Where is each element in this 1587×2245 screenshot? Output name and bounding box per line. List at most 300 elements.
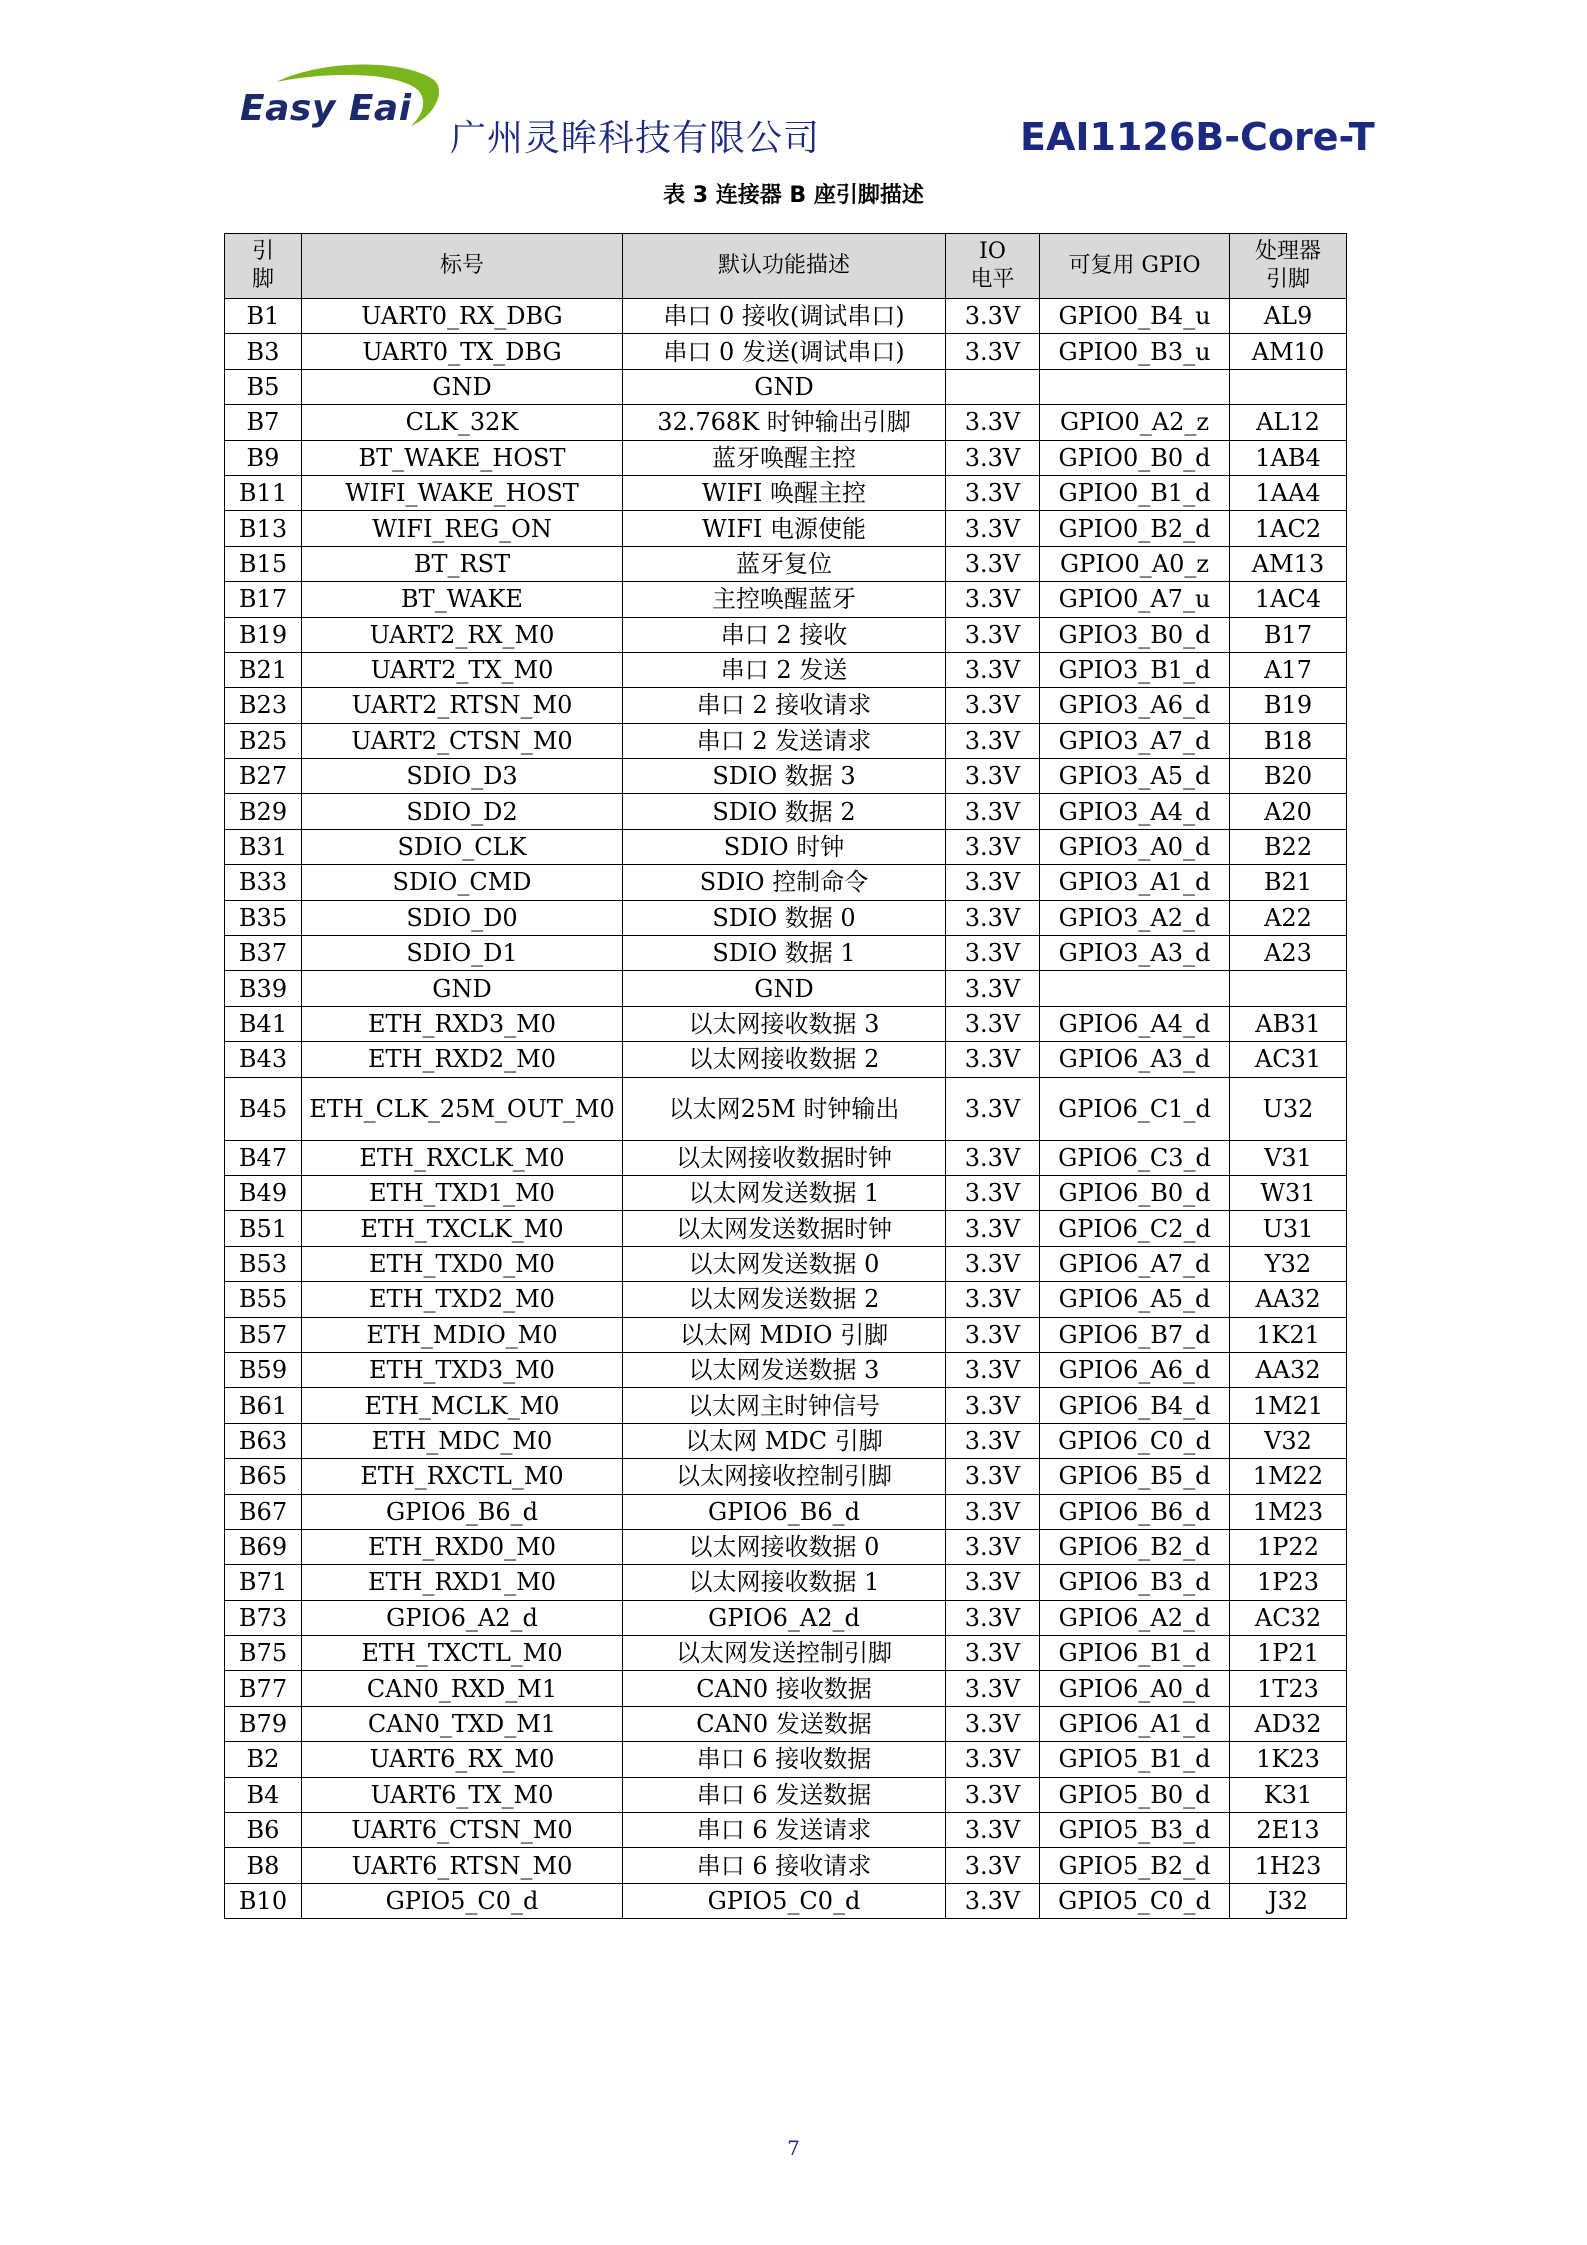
- cell-gpio: GPIO5_B3_d: [1040, 1813, 1230, 1848]
- table-row: [225, 1671, 1347, 1706]
- cell-io-level: 3.3V: [946, 1600, 1040, 1635]
- cell-pin: B79: [225, 1706, 302, 1741]
- cell-pin: B77: [225, 1671, 302, 1706]
- cell-gpio: GPIO0_A2_z: [1040, 405, 1230, 440]
- cell-processor-pin: 1K21: [1230, 1317, 1347, 1352]
- header-gpio: 可复用 GPIO: [1040, 234, 1230, 299]
- cell-io-level: 3.3V: [946, 546, 1040, 581]
- cell-pin: B55: [225, 1282, 302, 1317]
- cell-pin: B73: [225, 1600, 302, 1635]
- cell-label: WIFI_WAKE_HOST: [302, 475, 623, 510]
- cell-label: GND: [302, 971, 623, 1006]
- cell-default-function: GND: [623, 369, 946, 404]
- cell-processor-pin: W31: [1230, 1175, 1347, 1210]
- cell-default-function: 以太网 MDC 引脚: [623, 1423, 946, 1458]
- cell-default-function: 以太网接收数据 2: [623, 1042, 946, 1077]
- cell-default-function: 串口 2 接收请求: [623, 688, 946, 723]
- cell-label: SDIO_D1: [302, 936, 623, 971]
- cell-gpio: GPIO3_A4_d: [1040, 794, 1230, 829]
- table-row: [225, 1883, 1347, 1918]
- cell-gpio: GPIO6_B4_d: [1040, 1388, 1230, 1423]
- cell-label: UART6_RTSN_M0: [302, 1848, 623, 1883]
- cell-gpio: GPIO0_B3_u: [1040, 334, 1230, 369]
- cell-default-function: SDIO 数据 1: [623, 936, 946, 971]
- table-row: [225, 1600, 1347, 1635]
- cell-pin: B17: [225, 582, 302, 617]
- cell-label: UART6_CTSN_M0: [302, 1813, 623, 1848]
- table-header-row: [225, 234, 1347, 299]
- cell-pin: B15: [225, 546, 302, 581]
- cell-default-function: 串口 2 发送请求: [623, 723, 946, 758]
- cell-processor-pin: AA32: [1230, 1352, 1347, 1387]
- cell-pin: B13: [225, 511, 302, 546]
- cell-label: ETH_RXD2_M0: [302, 1042, 623, 1077]
- cell-processor-pin: A17: [1230, 652, 1347, 687]
- cell-gpio: GPIO0_B2_d: [1040, 511, 1230, 546]
- cell-io-level: 3.3V: [946, 971, 1040, 1006]
- cell-gpio: GPIO0_A0_z: [1040, 546, 1230, 581]
- company-name: 广州灵眸科技有限公司: [450, 118, 821, 159]
- table-row: [225, 1742, 1347, 1777]
- cell-processor-pin: U32: [1230, 1077, 1347, 1140]
- cell-label: UART2_RX_M0: [302, 617, 623, 652]
- table-row: [225, 652, 1347, 687]
- cell-gpio: GPIO6_A7_d: [1040, 1246, 1230, 1281]
- cell-gpio: GPIO0_A7_u: [1040, 582, 1230, 617]
- cell-processor-pin: 1K23: [1230, 1742, 1347, 1777]
- cell-pin: B8: [225, 1848, 302, 1883]
- table-caption: 表 3 连接器 B 座引脚描述: [663, 183, 924, 208]
- page-number: 7: [787, 2136, 800, 2160]
- cell-default-function: WIFI 唤醒主控: [623, 475, 946, 510]
- table-row: [225, 405, 1347, 440]
- cell-processor-pin: AB31: [1230, 1006, 1347, 1041]
- cell-gpio: GPIO6_B7_d: [1040, 1317, 1230, 1352]
- table-row: [225, 369, 1347, 404]
- cell-label: ETH_RXD3_M0: [302, 1006, 623, 1041]
- cell-io-level: 3.3V: [946, 1848, 1040, 1883]
- table-row: [225, 1317, 1347, 1352]
- cell-gpio: GPIO3_A7_d: [1040, 723, 1230, 758]
- cell-io-level: 3.3V: [946, 1636, 1040, 1671]
- cell-io-level: 3.3V: [946, 1077, 1040, 1140]
- cell-io-level: 3.3V: [946, 1175, 1040, 1210]
- cell-pin: B31: [225, 829, 302, 864]
- cell-pin: B49: [225, 1175, 302, 1210]
- cell-processor-pin: AC32: [1230, 1600, 1347, 1635]
- cell-label: UART0_TX_DBG: [302, 334, 623, 369]
- header-label: 标号: [302, 234, 623, 299]
- table-row: [225, 1813, 1347, 1848]
- cell-io-level: 3.3V: [946, 1565, 1040, 1600]
- cell-pin: B33: [225, 865, 302, 900]
- cell-processor-pin: 1T23: [1230, 1671, 1347, 1706]
- cell-io-level: [946, 369, 1040, 404]
- cell-processor-pin: A22: [1230, 900, 1347, 935]
- cell-processor-pin: 1P23: [1230, 1565, 1347, 1600]
- table-row: [225, 440, 1347, 475]
- cell-label: UART2_CTSN_M0: [302, 723, 623, 758]
- cell-label: BT_WAKE: [302, 582, 623, 617]
- cell-gpio: [1040, 971, 1230, 1006]
- cell-io-level: 3.3V: [946, 652, 1040, 687]
- cell-gpio: GPIO5_B0_d: [1040, 1777, 1230, 1812]
- cell-io-level: 3.3V: [946, 688, 1040, 723]
- cell-processor-pin: K31: [1230, 1777, 1347, 1812]
- cell-pin: B1: [225, 299, 302, 334]
- cell-io-level: 3.3V: [946, 1777, 1040, 1812]
- cell-io-level: 3.3V: [946, 1423, 1040, 1458]
- cell-io-level: 3.3V: [946, 1883, 1040, 1918]
- cell-processor-pin: 1AC2: [1230, 511, 1347, 546]
- cell-gpio: [1040, 369, 1230, 404]
- cell-gpio: GPIO6_C2_d: [1040, 1211, 1230, 1246]
- cell-io-level: 3.3V: [946, 1352, 1040, 1387]
- table-row: [225, 1246, 1347, 1281]
- cell-label: ETH_TXCTL_M0: [302, 1636, 623, 1671]
- cell-pin: B29: [225, 794, 302, 829]
- table-row: [225, 546, 1347, 581]
- cell-label: ETH_TXD3_M0: [302, 1352, 623, 1387]
- cell-pin: B37: [225, 936, 302, 971]
- table-row: [225, 1140, 1347, 1175]
- cell-pin: B21: [225, 652, 302, 687]
- cell-processor-pin: 1M21: [1230, 1388, 1347, 1423]
- cell-processor-pin: 1P22: [1230, 1529, 1347, 1564]
- cell-label: ETH_RXCLK_M0: [302, 1140, 623, 1175]
- cell-label: ETH_RXCTL_M0: [302, 1459, 623, 1494]
- cell-io-level: 3.3V: [946, 1246, 1040, 1281]
- cell-io-level: 3.3V: [946, 334, 1040, 369]
- cell-pin: B4: [225, 1777, 302, 1812]
- cell-io-level: 3.3V: [946, 829, 1040, 864]
- cell-io-level: 3.3V: [946, 475, 1040, 510]
- cell-default-function: 以太网接收数据 3: [623, 1006, 946, 1041]
- cell-pin: B67: [225, 1494, 302, 1529]
- cell-label: BT_WAKE_HOST: [302, 440, 623, 475]
- cell-processor-pin: A23: [1230, 936, 1347, 971]
- cell-processor-pin: Y32: [1230, 1246, 1347, 1281]
- cell-processor-pin: B19: [1230, 688, 1347, 723]
- cell-pin: B51: [225, 1211, 302, 1246]
- cell-label: ETH_CLK_25M_OUT_M0: [302, 1077, 623, 1140]
- table-row: [225, 1565, 1347, 1600]
- cell-io-level: 3.3V: [946, 1140, 1040, 1175]
- cell-default-function: SDIO 时钟: [623, 829, 946, 864]
- table-row: [225, 723, 1347, 758]
- table-row: [225, 865, 1347, 900]
- cell-label: SDIO_D3: [302, 759, 623, 794]
- cell-gpio: GPIO6_A6_d: [1040, 1352, 1230, 1387]
- header-io-level: IO 电平: [946, 234, 1040, 299]
- cell-pin: B7: [225, 405, 302, 440]
- cell-processor-pin: B21: [1230, 865, 1347, 900]
- cell-label: BT_RST: [302, 546, 623, 581]
- cell-label: CAN0_RXD_M1: [302, 1671, 623, 1706]
- cell-pin: B6: [225, 1813, 302, 1848]
- cell-io-level: 3.3V: [946, 1813, 1040, 1848]
- cell-io-level: 3.3V: [946, 1282, 1040, 1317]
- cell-default-function: 串口 0 接收(调试串口): [623, 299, 946, 334]
- cell-label: SDIO_CLK: [302, 829, 623, 864]
- cell-processor-pin: AA32: [1230, 1282, 1347, 1317]
- cell-default-function: 以太网发送数据 0: [623, 1246, 946, 1281]
- cell-processor-pin: J32: [1230, 1883, 1347, 1918]
- cell-processor-pin: [1230, 369, 1347, 404]
- cell-default-function: GPIO6_B6_d: [623, 1494, 946, 1529]
- cell-label: UART2_RTSN_M0: [302, 688, 623, 723]
- cell-processor-pin: 1M23: [1230, 1494, 1347, 1529]
- cell-label: CAN0_TXD_M1: [302, 1706, 623, 1741]
- cell-io-level: 3.3V: [946, 1006, 1040, 1041]
- cell-default-function: 串口 6 接收数据: [623, 1742, 946, 1777]
- cell-gpio: GPIO3_A6_d: [1040, 688, 1230, 723]
- cell-gpio: GPIO0_B0_d: [1040, 440, 1230, 475]
- header-pin: 引 脚: [225, 234, 302, 299]
- cell-pin: B27: [225, 759, 302, 794]
- cell-io-level: 3.3V: [946, 1671, 1040, 1706]
- table-row: [225, 900, 1347, 935]
- cell-gpio: GPIO6_B0_d: [1040, 1175, 1230, 1210]
- cell-gpio: GPIO6_A2_d: [1040, 1600, 1230, 1635]
- cell-processor-pin: AM10: [1230, 334, 1347, 369]
- table-row: [225, 1529, 1347, 1564]
- cell-default-function: 串口 6 发送数据: [623, 1777, 946, 1812]
- cell-default-function: 主控唤醒蓝牙: [623, 582, 946, 617]
- cell-processor-pin: 1AC4: [1230, 582, 1347, 617]
- cell-label: ETH_TXD1_M0: [302, 1175, 623, 1210]
- table-row: [225, 1636, 1347, 1671]
- cell-processor-pin: B22: [1230, 829, 1347, 864]
- cell-gpio: GPIO3_B1_d: [1040, 652, 1230, 687]
- cell-io-level: 3.3V: [946, 936, 1040, 971]
- cell-processor-pin: U31: [1230, 1211, 1347, 1246]
- cell-gpio: GPIO6_B1_d: [1040, 1636, 1230, 1671]
- cell-gpio: GPIO6_B3_d: [1040, 1565, 1230, 1600]
- cell-processor-pin: AL9: [1230, 299, 1347, 334]
- table-row: [225, 1423, 1347, 1458]
- cell-label: WIFI_REG_ON: [302, 511, 623, 546]
- cell-io-level: 3.3V: [946, 299, 1040, 334]
- cell-label: ETH_MCLK_M0: [302, 1388, 623, 1423]
- cell-processor-pin: 1AA4: [1230, 475, 1347, 510]
- cell-default-function: 串口 6 发送请求: [623, 1813, 946, 1848]
- cell-default-function: 32.768K 时钟输出引脚: [623, 405, 946, 440]
- cell-io-level: 3.3V: [946, 1494, 1040, 1529]
- cell-pin: B63: [225, 1423, 302, 1458]
- table-row: [225, 688, 1347, 723]
- table-row: [225, 971, 1347, 1006]
- cell-default-function: GPIO5_C0_d: [623, 1883, 946, 1918]
- table-row: [225, 1077, 1347, 1140]
- cell-gpio: GPIO3_A1_d: [1040, 865, 1230, 900]
- cell-default-function: 以太网接收数据 1: [623, 1565, 946, 1600]
- table-row: [225, 1388, 1347, 1423]
- cell-label: ETH_TXCLK_M0: [302, 1211, 623, 1246]
- table-row: [225, 1494, 1347, 1529]
- cell-default-function: 以太网 MDIO 引脚: [623, 1317, 946, 1352]
- cell-processor-pin: 1AB4: [1230, 440, 1347, 475]
- cell-gpio: GPIO6_B5_d: [1040, 1459, 1230, 1494]
- cell-io-level: 3.3V: [946, 582, 1040, 617]
- pin-description-table: [224, 233, 1347, 1919]
- cell-pin: B5: [225, 369, 302, 404]
- table-row: [225, 334, 1347, 369]
- cell-processor-pin: AC31: [1230, 1042, 1347, 1077]
- cell-label: UART0_RX_DBG: [302, 299, 623, 334]
- cell-default-function: 以太网发送数据 3: [623, 1352, 946, 1387]
- cell-label: GPIO6_A2_d: [302, 1600, 623, 1635]
- cell-default-function: 串口 2 发送: [623, 652, 946, 687]
- table-row: [225, 1211, 1347, 1246]
- table-row: [225, 511, 1347, 546]
- cell-processor-pin: 2E13: [1230, 1813, 1347, 1848]
- cell-processor-pin: AM13: [1230, 546, 1347, 581]
- cell-gpio: GPIO3_A3_d: [1040, 936, 1230, 971]
- cell-label: ETH_TXD2_M0: [302, 1282, 623, 1317]
- cell-gpio: GPIO6_A5_d: [1040, 1282, 1230, 1317]
- cell-label: SDIO_D0: [302, 900, 623, 935]
- cell-gpio: GPIO6_C3_d: [1040, 1140, 1230, 1175]
- cell-pin: B41: [225, 1006, 302, 1041]
- cell-processor-pin: V32: [1230, 1423, 1347, 1458]
- cell-gpio: GPIO6_A1_d: [1040, 1706, 1230, 1741]
- cell-label: CLK_32K: [302, 405, 623, 440]
- cell-label: SDIO_CMD: [302, 865, 623, 900]
- table-body: [225, 299, 1347, 1919]
- cell-label: ETH_TXD0_M0: [302, 1246, 623, 1281]
- cell-processor-pin: AL12: [1230, 405, 1347, 440]
- cell-default-function: 以太网25M 时钟输出: [623, 1077, 946, 1140]
- cell-default-function: 以太网发送数据时钟: [623, 1211, 946, 1246]
- cell-io-level: 3.3V: [946, 900, 1040, 935]
- cell-pin: B11: [225, 475, 302, 510]
- cell-default-function: 以太网接收数据 0: [623, 1529, 946, 1564]
- cell-pin: B43: [225, 1042, 302, 1077]
- table-row: [225, 617, 1347, 652]
- cell-io-level: 3.3V: [946, 1211, 1040, 1246]
- cell-pin: B25: [225, 723, 302, 758]
- cell-processor-pin: 1H23: [1230, 1848, 1347, 1883]
- cell-gpio: GPIO6_A0_d: [1040, 1671, 1230, 1706]
- table-row: [225, 1777, 1347, 1812]
- cell-default-function: 以太网接收控制引脚: [623, 1459, 946, 1494]
- table-row: [225, 1352, 1347, 1387]
- cell-default-function: CAN0 发送数据: [623, 1706, 946, 1741]
- cell-default-function: 蓝牙唤醒主控: [623, 440, 946, 475]
- cell-default-function: GPIO6_A2_d: [623, 1600, 946, 1635]
- cell-default-function: CAN0 接收数据: [623, 1671, 946, 1706]
- table-row: [225, 475, 1347, 510]
- table-row: [225, 582, 1347, 617]
- cell-gpio: GPIO5_C0_d: [1040, 1883, 1230, 1918]
- cell-gpio: GPIO3_A0_d: [1040, 829, 1230, 864]
- cell-gpio: GPIO5_B2_d: [1040, 1848, 1230, 1883]
- cell-default-function: SDIO 数据 2: [623, 794, 946, 829]
- cell-pin: B57: [225, 1317, 302, 1352]
- cell-label: ETH_RXD0_M0: [302, 1529, 623, 1564]
- cell-io-level: 3.3V: [946, 1317, 1040, 1352]
- cell-default-function: 蓝牙复位: [623, 546, 946, 581]
- cell-pin: B23: [225, 688, 302, 723]
- cell-io-level: 3.3V: [946, 794, 1040, 829]
- cell-io-level: 3.3V: [946, 440, 1040, 475]
- table-row: [225, 1459, 1347, 1494]
- cell-processor-pin: 1P21: [1230, 1636, 1347, 1671]
- cell-gpio: GPIO5_B1_d: [1040, 1742, 1230, 1777]
- cell-pin: B65: [225, 1459, 302, 1494]
- cell-default-function: SDIO 控制命令: [623, 865, 946, 900]
- cell-label: GND: [302, 369, 623, 404]
- table-row: [225, 1706, 1347, 1741]
- table-row: [225, 1042, 1347, 1077]
- table-row: [225, 1175, 1347, 1210]
- cell-processor-pin: [1230, 971, 1347, 1006]
- cell-pin: B47: [225, 1140, 302, 1175]
- cell-io-level: 3.3V: [946, 759, 1040, 794]
- cell-pin: B75: [225, 1636, 302, 1671]
- cell-pin: B59: [225, 1352, 302, 1387]
- header-default-function: 默认功能描述: [623, 234, 946, 299]
- cell-label: UART6_RX_M0: [302, 1742, 623, 1777]
- cell-io-level: 3.3V: [946, 405, 1040, 440]
- company-logo: [236, 60, 446, 150]
- cell-pin: B71: [225, 1565, 302, 1600]
- cell-default-function: 以太网发送数据 1: [623, 1175, 946, 1210]
- table-row: [225, 299, 1347, 334]
- cell-io-level: 3.3V: [946, 1042, 1040, 1077]
- cell-label: UART6_TX_M0: [302, 1777, 623, 1812]
- cell-io-level: 3.3V: [946, 1529, 1040, 1564]
- cell-label: ETH_MDIO_M0: [302, 1317, 623, 1352]
- logo-text: Easy Eai: [240, 88, 412, 129]
- cell-default-function: 以太网发送数据 2: [623, 1282, 946, 1317]
- cell-label: UART2_TX_M0: [302, 652, 623, 687]
- cell-processor-pin: B18: [1230, 723, 1347, 758]
- table-row: [225, 936, 1347, 971]
- cell-processor-pin: AD32: [1230, 1706, 1347, 1741]
- table-row: [225, 829, 1347, 864]
- cell-gpio: GPIO0_B1_d: [1040, 475, 1230, 510]
- cell-gpio: GPIO6_B2_d: [1040, 1529, 1230, 1564]
- cell-gpio: GPIO0_B4_u: [1040, 299, 1230, 334]
- cell-io-level: 3.3V: [946, 511, 1040, 546]
- cell-processor-pin: B20: [1230, 759, 1347, 794]
- cell-default-function: 串口 6 接收请求: [623, 1848, 946, 1883]
- cell-label: GPIO5_C0_d: [302, 1883, 623, 1918]
- cell-io-level: 3.3V: [946, 1388, 1040, 1423]
- cell-pin: B10: [225, 1883, 302, 1918]
- cell-io-level: 3.3V: [946, 865, 1040, 900]
- cell-pin: B3: [225, 334, 302, 369]
- cell-default-function: 串口 0 发送(调试串口): [623, 334, 946, 369]
- cell-processor-pin: A20: [1230, 794, 1347, 829]
- cell-default-function: 以太网发送控制引脚: [623, 1636, 946, 1671]
- cell-processor-pin: V31: [1230, 1140, 1347, 1175]
- cell-default-function: SDIO 数据 3: [623, 759, 946, 794]
- cell-pin: B45: [225, 1077, 302, 1140]
- table-row: [225, 759, 1347, 794]
- cell-label: SDIO_D2: [302, 794, 623, 829]
- cell-io-level: 3.3V: [946, 1459, 1040, 1494]
- header-processor-pin: 处理器 引脚: [1230, 234, 1347, 299]
- cell-gpio: GPIO6_C1_d: [1040, 1077, 1230, 1140]
- table-row: [225, 1282, 1347, 1317]
- cell-gpio: GPIO6_C0_d: [1040, 1423, 1230, 1458]
- cell-label: ETH_MDC_M0: [302, 1423, 623, 1458]
- table-row: [225, 794, 1347, 829]
- cell-pin: B2: [225, 1742, 302, 1777]
